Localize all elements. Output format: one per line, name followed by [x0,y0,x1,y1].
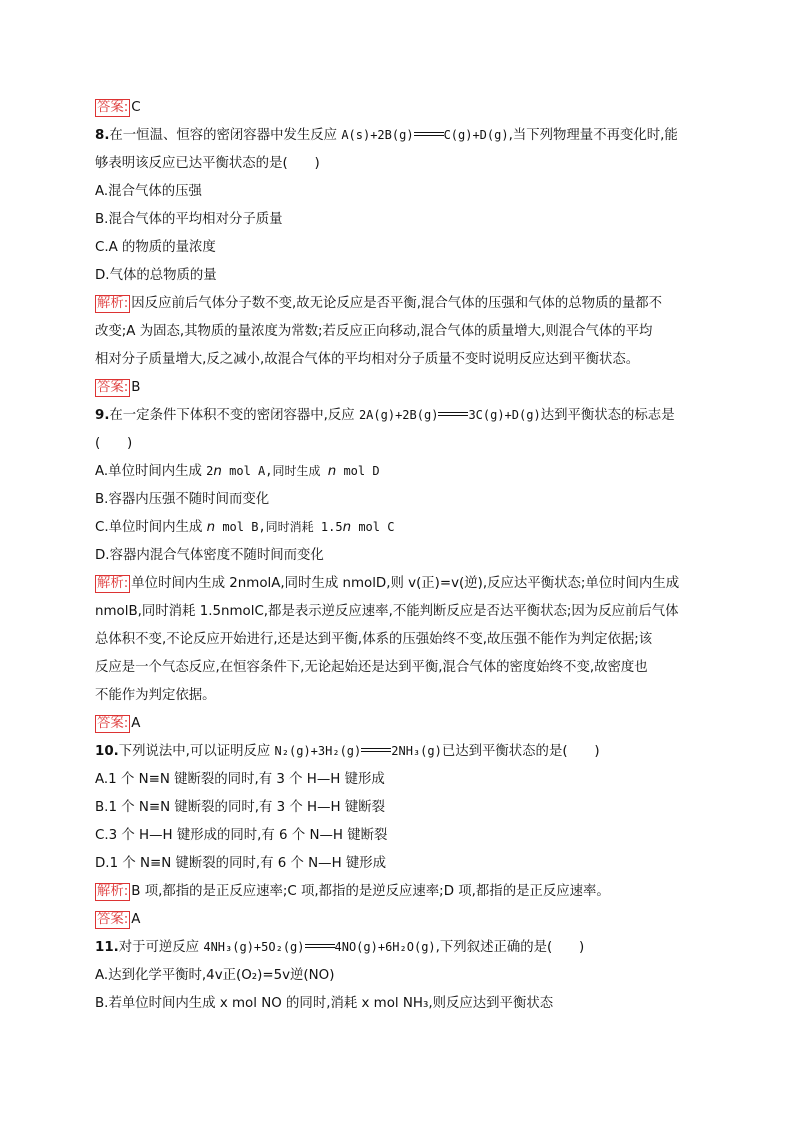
document-page [95,98,705,1022]
analysis-label: 解析: [97,884,129,899]
analysis-label: 解析: [97,576,129,591]
option-c: C.A 的物质的量浓度 [95,240,216,255]
analysis-9-line3: 总体积不变,不论反应开始进行,还是达到平衡,体系的压强始终不变,故压强不能作为判定依据;该 [95,632,653,647]
equation-left: N₂(g)+3H₂(g) [274,744,362,758]
question-11-stem [95,938,705,957]
question-text: ,当下列物理量不再变化时,能 [508,128,678,143]
equilibrium-sign [414,131,444,139]
question-text: 在一定条件下体积不变的密闭容器中,反应 [109,408,359,423]
option-text: mol B,同时消耗 1.5 [215,520,343,534]
analysis-text: 单位时间内生成 2nmolA,同时生成 nmolD,则 v(正)=v(逆),反应达平衡状态;单位时间内生成 [131,576,680,591]
equilibrium-sign [305,943,335,951]
equation-left: A(s)+2B(g) [341,128,414,142]
answer-label: 答案: [97,716,129,731]
option-text: mol C [351,520,395,534]
option-b: B.容器内压强不随时间而变化 [95,492,270,507]
option-text: 2 [206,464,214,478]
analysis-9-line2: nmolB,同时消耗 1.5nmolC,都是表示逆反应速率,不能判断反应是否达平衡状态;因为反应前后气体 [95,604,679,619]
question-text: 在一恒温、恒容的密闭容器中发生反应 [109,128,342,143]
option-text: n [213,464,222,479]
equilibrium-sign [361,747,391,755]
answer-value: B [131,380,141,395]
question-text: 达到平衡状态的标志是 [540,408,675,423]
option-a: A.1 个 N≡N 键断裂的同时,有 3 个 H—H 键形成 [95,772,385,787]
question-number: 9. [95,408,110,423]
option-b: B.混合气体的平均相对分子质量 [95,212,283,227]
answer-7 [95,98,705,117]
option-c: C.3 个 H—H 键形成的同时,有 6 个 N—H 键断裂 [95,828,388,843]
option-b: B.若单位时间内生成 x mol NO 的同时,消耗 x mol NH₃,则反应达到平衡状态 [95,996,554,1011]
question-9-stem [95,406,705,425]
analysis-8-line1 [95,294,705,313]
option-a [95,462,705,481]
option-c [95,518,705,537]
option-text: mol D [336,464,380,478]
option-d: D.容器内混合气体密度不随时间而变化 [95,548,324,563]
equation-left: 2A(g)+2B(g) [358,408,439,422]
analysis-label: 解析: [97,296,129,311]
equation-right: C(g)+D(g) [443,128,509,142]
option-text: A.单位时间内生成 [95,464,207,479]
question-text: 已达到平衡状态的是( ) [441,744,600,759]
question-8-stem-cont: 够表明该反应已达平衡状态的是( ) [95,156,320,171]
question-8-stem [95,126,705,145]
analysis-8-line3: 相对分子质量增大,反之减小,故混合气体的平均相对分子质量不变时说明反应达到平衡状态。 [95,352,640,367]
answer-value: A [131,716,141,731]
question-10-stem [95,742,705,761]
option-text: n [342,520,352,535]
option-text: mol A,同时生成 [221,464,328,478]
option-d: D.1 个 N≡N 键断裂的同时,有 6 个 N—H 键形成 [95,856,387,871]
equilibrium-sign [438,411,468,419]
question-number: 10. [95,744,119,759]
question-text: 下列说法中,可以证明反应 [118,744,275,759]
answer-label: 答案: [97,380,129,395]
question-number: 8. [95,128,110,143]
question-text: ,下列叙述正确的是( ) [435,940,585,955]
question-number: 11. [95,940,119,955]
answer-label: 答案: [97,912,129,927]
equation-right: 4NO(g)+6H₂O(g) [334,940,436,954]
question-9-stem-cont: ( ) [95,436,133,451]
answer-8 [95,378,705,397]
question-text: 对于可逆反应 [118,940,204,955]
option-text: n [327,464,337,479]
analysis-text: B 项,都指的是正反应速率;C 项,都指的是逆反应速率;D 项,都指的是正反应速率。 [131,884,610,899]
equation-right: 3C(g)+D(g) [468,408,541,422]
equation-right: 2NH₃(g) [391,744,442,758]
option-d: D.气体的总物质的量 [95,268,217,283]
option-text: C.单位时间内生成 [95,520,207,535]
option-a: A.达到化学平衡时,4v正(O₂)=5v逆(NO) [95,968,335,983]
answer-10 [95,910,705,929]
answer-value: C [131,100,141,115]
analysis-8-line2: 改变;A 为固态,其物质的量浓度为常数;若反应正向移动,混合气体的质量增大,则混合气体的平均 [95,324,653,339]
analysis-9-line1 [95,574,705,593]
answer-label: 答案: [97,100,129,115]
option-b: B.1 个 N≡N 键断裂的同时,有 3 个 H—H 键断裂 [95,800,386,815]
analysis-text: 因反应前后气体分子数不变,故无论反应是否平衡,混合气体的压强和气体的总物质的量都不 [131,296,663,311]
option-a: A.混合气体的压强 [95,184,202,199]
analysis-9-line4: 反应是一个气态反应,在恒容条件下,无论起始还是达到平衡,混合气体的密度始终不变,故密度也 [95,660,648,675]
analysis-10 [95,882,705,901]
answer-value: A [131,912,141,927]
equation-left: 4NH₃(g)+5O₂(g) [203,940,305,954]
option-text: n [206,520,216,535]
answer-9 [95,714,705,733]
analysis-9-line5: 不能作为判定依据。 [95,688,216,703]
